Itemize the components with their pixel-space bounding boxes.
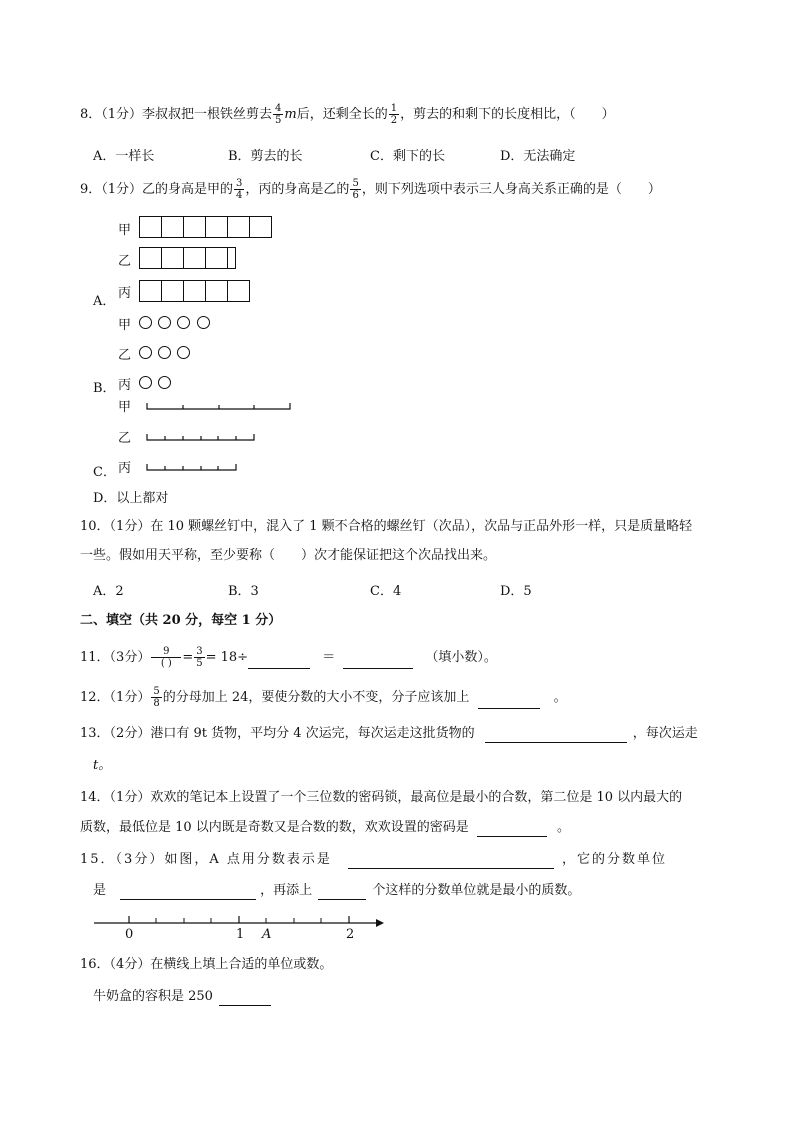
q8-option-c[interactable]: C．剩下的长 xyxy=(370,149,445,164)
q15-line1: 15．（3分）如图，A 点用分数表示是 ，它的分数单位 xyxy=(80,852,667,867)
q16-line2: 牛奶盒的容积是 250 xyxy=(93,988,271,1006)
row-label-jia: 甲 xyxy=(118,318,132,333)
q8-text: 8．（1分）李叔叔把一根铁丝剪去 xyxy=(80,107,273,122)
q10-option-b[interactable]: B．3 xyxy=(228,584,259,599)
jia-segment xyxy=(146,400,296,412)
q14-blank[interactable] xyxy=(477,822,547,837)
q10-option-a[interactable]: A．2 xyxy=(93,584,124,599)
axis-label-2: 2 xyxy=(346,927,355,942)
q10-option-c[interactable]: C．4 xyxy=(370,584,402,599)
q13-line2: t。 xyxy=(93,758,112,773)
fraction: $\frac{3}{4}$ xyxy=(236,178,243,201)
fraction: $\frac{1}{2}$ xyxy=(390,103,398,126)
row-label-yi: 乙 xyxy=(118,431,132,446)
yi-segment xyxy=(146,431,258,443)
q8-option-a[interactable]: A．一样长 xyxy=(93,149,155,164)
q14-line2: 质数，最低位是 10 以内既是奇数又是合数的数，欢欢设置的密码是 。 xyxy=(80,820,570,835)
q9-option-b[interactable]: B． xyxy=(93,381,116,396)
row-label-bing: 丙 xyxy=(118,461,132,476)
fraction: $\frac{4}{5}$ xyxy=(275,103,282,126)
q9-option-c[interactable]: C． xyxy=(93,465,116,480)
fraction: $\frac{5}{8}$ xyxy=(153,686,160,709)
row-label-bing: 丙 xyxy=(118,378,132,393)
bing-segment xyxy=(146,461,240,473)
row-label-bing: 丙 xyxy=(118,286,132,301)
q8-question: 8．（1分）李叔叔把一根铁丝剪去 $\frac{4}{5}$ m后，还剩全长的 $\frac{1}{2}$ ，剪去的和剩下的长度相比，（ ） xyxy=(80,103,615,126)
axis-label-1: 1 xyxy=(236,927,245,942)
row-label-jia: 甲 xyxy=(118,400,132,415)
row-label-yi: 乙 xyxy=(118,348,132,363)
row-label-jia: 甲 xyxy=(118,223,132,238)
fraction: $\frac{9}{( )}$ xyxy=(151,646,181,669)
q9-option-a[interactable]: A． xyxy=(93,294,116,309)
section-heading: 二、填空（共 20 分，每空 1 分） xyxy=(80,613,282,628)
q12-question: 12．（1分） $\frac{5}{8}$ 的分母加上 24，要使分数的大小不变，分子应该加上 。 xyxy=(80,686,567,709)
q9-question: 9．（1分）乙的身高是甲的 $\frac{3}{4}$ ，丙的身高是乙的 $\frac{5}{6}$ ，则下列选项中表示三人身高关系正确的是（ ） xyxy=(80,178,661,201)
q15-blank-3[interactable] xyxy=(318,885,366,900)
fraction: $\frac{5}{6}$ xyxy=(352,178,359,201)
q16-blank[interactable] xyxy=(219,991,271,1006)
q11-blank-2[interactable] xyxy=(343,654,413,669)
q15-line2: 是 ，再添上 个这样的分数单位就是最小的质数。 xyxy=(93,883,581,898)
q9-option-d[interactable]: D．以上都对 xyxy=(93,491,169,506)
axis-label-a: A xyxy=(262,927,272,942)
q13-blank[interactable] xyxy=(485,728,627,743)
q12-blank[interactable] xyxy=(478,694,540,709)
q8-option-b[interactable]: B．剪去的长 xyxy=(228,149,303,164)
axis-label-0: 0 xyxy=(125,927,134,942)
q10-option-d[interactable]: D．5 xyxy=(500,584,532,599)
row-label-yi: 乙 xyxy=(118,254,132,269)
q11-question: 11．（3分） $\frac{9}{( )}$ = $\frac{3}{5}$ = 18÷ ＝ （填小数）。 xyxy=(80,646,497,669)
q15-blank-2[interactable] xyxy=(120,885,256,900)
q13-line1: 13．（2分）港口有 9t 货物，平均分 4 次运完，每次运走这批货物的 ，每次运走 xyxy=(80,726,698,741)
q10-line2: 一些。假如用天平称，至少要称（ ）次才能保证把这个次品找出来。 xyxy=(80,548,497,563)
q16-line1: 16．（4分）在横线上填上合适的单位或数。 xyxy=(80,957,333,972)
fraction: $\frac{3}{5}$ xyxy=(196,646,203,669)
q15-blank-1[interactable] xyxy=(348,854,554,869)
q14-line1: 14．（1分）欢欢的笔记本上设置了一个三位数的密码锁，最高位是最小的合数，第二位是 10 以内最大的 xyxy=(80,790,683,805)
q8-option-d[interactable]: D．无法确定 xyxy=(500,149,576,164)
q11-blank-1[interactable] xyxy=(248,654,310,669)
q10-line1: 10．（1分）在 10 颗螺丝钉中，混入了 1 颗不合格的螺丝钉（次品），次品与正品外形一样，只是质量略轻 xyxy=(80,519,693,534)
